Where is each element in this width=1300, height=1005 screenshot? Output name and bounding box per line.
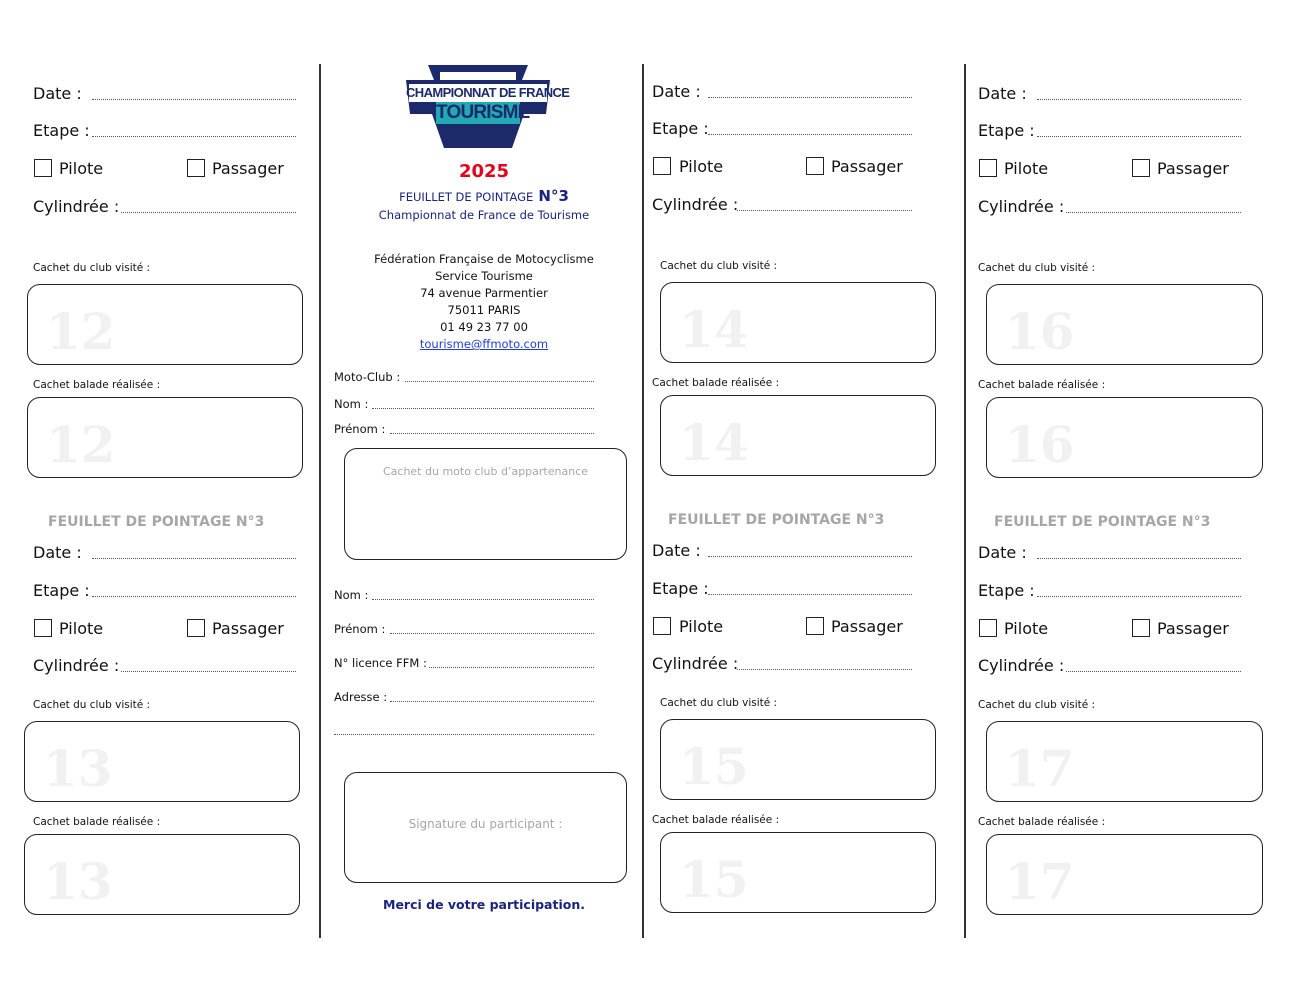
date-field[interactable] [708, 97, 912, 98]
feuillet-title-number: N°3 [538, 187, 569, 205]
feuillet-heading: FEUILLET DE POINTAGE N°3 [994, 514, 1211, 530]
etape-field[interactable] [92, 136, 296, 137]
fold-line-1 [319, 64, 321, 938]
adresse-field[interactable] [390, 701, 594, 702]
cachet-moto-club-box[interactable] [344, 448, 627, 560]
prenom2-label: Prénom : [334, 622, 386, 636]
passager-checkbox[interactable] [806, 157, 824, 175]
stage-number-watermark: 15 [679, 850, 749, 909]
date-label: Date : [978, 84, 1027, 103]
pointage-block-14 [644, 0, 964, 480]
address-line-1: Fédération Française de Motocyclisme [374, 252, 594, 266]
cachet-balade-box[interactable] [986, 834, 1263, 915]
etape-label: Etape : [978, 581, 1035, 600]
passager-label: Passager [1157, 159, 1229, 178]
cachet-club-box[interactable] [24, 721, 300, 802]
merci-message: Merci de votre participation. [383, 897, 585, 912]
nom2-label: Nom : [334, 588, 369, 602]
cylindree-label: Cylindrée : [978, 656, 1065, 675]
cachet-balade-box[interactable] [27, 397, 303, 478]
cachet-club-box[interactable] [986, 284, 1263, 365]
date-label: Date : [33, 84, 82, 103]
passager-label: Passager [212, 159, 284, 178]
etape-field[interactable] [1037, 596, 1241, 597]
date-field[interactable] [92, 558, 296, 559]
adresse-field-line2[interactable] [334, 734, 594, 735]
cachet-club-label: Cachet du club visité : [978, 699, 1096, 711]
cylindree-field[interactable] [1066, 671, 1241, 672]
cachet-club-box[interactable] [660, 719, 936, 800]
cylindree-label: Cylindrée : [652, 195, 739, 214]
cachet-balade-label: Cachet balade réalisée : [652, 814, 780, 826]
address-line-4: 75011 PARIS [447, 303, 521, 317]
cylindree-field[interactable] [737, 669, 912, 670]
stage-number-watermark: 16 [1005, 302, 1075, 361]
passager-checkbox[interactable] [1132, 159, 1150, 177]
pilote-checkbox[interactable] [979, 159, 997, 177]
cylindree-field[interactable] [121, 671, 296, 672]
stage-number-watermark: 16 [1005, 415, 1075, 474]
etape-label: Etape : [33, 581, 90, 600]
ffm-logo [400, 62, 570, 152]
stage-number-watermark: 14 [679, 300, 749, 359]
cachet-club-box[interactable] [27, 284, 303, 365]
stage-number-watermark: 15 [679, 737, 749, 796]
cylindree-field[interactable] [1066, 212, 1241, 213]
signature-box[interactable] [344, 772, 627, 883]
nom-label: Nom : [334, 397, 369, 411]
etape-label: Etape : [652, 579, 709, 598]
prenom-field[interactable] [390, 433, 594, 434]
signature-placeholder: Signature du participant : [408, 817, 563, 831]
adresse-label: Adresse : [334, 690, 388, 704]
cachet-club-label: Cachet du club visité : [33, 262, 151, 274]
cylindree-label: Cylindrée : [978, 197, 1065, 216]
cachet-club-box[interactable] [986, 721, 1263, 802]
cylindree-field[interactable] [737, 210, 912, 211]
passager-label: Passager [831, 617, 903, 636]
year: 2025 [458, 161, 510, 182]
cachet-club-label: Cachet du club visité : [978, 262, 1096, 274]
cachet-club-label: Cachet du club visité : [660, 260, 778, 272]
cachet-club-label: Cachet du club visité : [660, 697, 778, 709]
etape-field[interactable] [92, 596, 296, 597]
email-link[interactable]: tourisme@ffmoto.com [419, 337, 549, 351]
feuillet-title-prefix: FEUILLET DE POINTAGE [399, 190, 534, 204]
cachet-balade-label: Cachet balade réalisée : [33, 379, 161, 391]
pointage-block-12 [0, 0, 319, 480]
cachet-balade-box[interactable] [660, 832, 936, 913]
etape-field[interactable] [1037, 136, 1241, 137]
feuillet-title [322, 186, 646, 205]
etape-field[interactable] [708, 134, 912, 135]
stage-number-watermark: 13 [43, 852, 113, 911]
date-field[interactable] [708, 556, 912, 557]
licence-field[interactable] [429, 667, 594, 668]
stage-number-watermark: 12 [46, 415, 116, 474]
prenom2-field[interactable] [390, 633, 594, 634]
passager-label: Passager [212, 619, 284, 638]
date-label: Date : [33, 543, 82, 562]
logo-line1: CHAMPIONNAT DE FRANCE [406, 85, 570, 100]
stage-number-watermark: 13 [43, 739, 113, 798]
passager-checkbox[interactable] [806, 617, 824, 635]
pilote-label: Pilote [1004, 159, 1049, 178]
moto-club-field[interactable] [405, 381, 594, 382]
feuillet-heading: FEUILLET DE POINTAGE N°3 [48, 514, 265, 530]
cachet-balade-box[interactable] [24, 834, 300, 915]
pilote-label: Pilote [59, 619, 104, 638]
etape-label: Etape : [652, 119, 709, 138]
pilote-label: Pilote [1004, 619, 1049, 638]
moto-club-label: Moto-Club : [334, 370, 401, 384]
stage-number-watermark: 17 [1005, 739, 1075, 798]
address-line-5: 01 49 23 77 00 [440, 320, 528, 334]
date-label: Date : [652, 541, 701, 560]
cachet-club-box[interactable] [660, 282, 936, 363]
pilote-checkbox[interactable] [653, 617, 671, 635]
passager-label: Passager [831, 157, 903, 176]
etape-field[interactable] [708, 594, 912, 595]
cachet-balade-label: Cachet balade réalisée : [978, 816, 1106, 828]
prenom-label: Prénom : [334, 422, 386, 436]
address-line-2: Service Tourisme [435, 269, 533, 283]
stage-number-watermark: 17 [1005, 852, 1075, 911]
championship-title: Championnat de France de Tourisme [378, 208, 590, 222]
cachet-moto-club-placeholder: Cachet du moto club d’appartenance [382, 465, 589, 478]
feuillet-heading: FEUILLET DE POINTAGE N°3 [668, 512, 885, 528]
date-label: Date : [978, 543, 1027, 562]
cachet-balade-box[interactable] [986, 397, 1263, 478]
cachet-balade-box[interactable] [660, 395, 936, 476]
date-label: Date : [652, 82, 701, 101]
pilote-checkbox[interactable] [34, 159, 52, 177]
pilote-checkbox[interactable] [979, 619, 997, 637]
date-field[interactable] [92, 99, 296, 100]
cachet-balade-label: Cachet balade réalisée : [33, 816, 161, 828]
nom-field[interactable] [372, 408, 594, 409]
cylindree-label: Cylindrée : [33, 197, 120, 216]
pilote-checkbox[interactable] [653, 157, 671, 175]
pilote-label: Pilote [679, 617, 724, 636]
pilote-label: Pilote [679, 157, 724, 176]
date-field[interactable] [1037, 99, 1241, 100]
stage-number-watermark: 14 [679, 413, 749, 472]
cachet-club-label: Cachet du club visité : [33, 699, 151, 711]
passager-checkbox[interactable] [187, 619, 205, 637]
cylindree-label: Cylindrée : [33, 656, 120, 675]
logo-line2: TOURISME [436, 102, 530, 123]
passager-label: Passager [1157, 619, 1229, 638]
address-line-3: 74 avenue Parmentier [420, 286, 548, 300]
etape-label: Etape : [978, 121, 1035, 140]
passager-checkbox[interactable] [187, 159, 205, 177]
stage-number-watermark: 12 [46, 302, 116, 361]
cachet-balade-label: Cachet balade réalisée : [652, 377, 780, 389]
pilote-checkbox[interactable] [34, 619, 52, 637]
passager-checkbox[interactable] [1132, 619, 1150, 637]
cachet-balade-label: Cachet balade réalisée : [978, 379, 1106, 391]
etape-label: Etape : [33, 121, 90, 140]
cylindree-field[interactable] [121, 212, 296, 213]
date-field[interactable] [1037, 558, 1241, 559]
licence-label: N° licence FFM : [334, 656, 427, 670]
pointage-block-16 [966, 0, 1300, 480]
pilote-label: Pilote [59, 159, 104, 178]
cylindree-label: Cylindrée : [652, 654, 739, 673]
nom2-field[interactable] [372, 599, 594, 600]
